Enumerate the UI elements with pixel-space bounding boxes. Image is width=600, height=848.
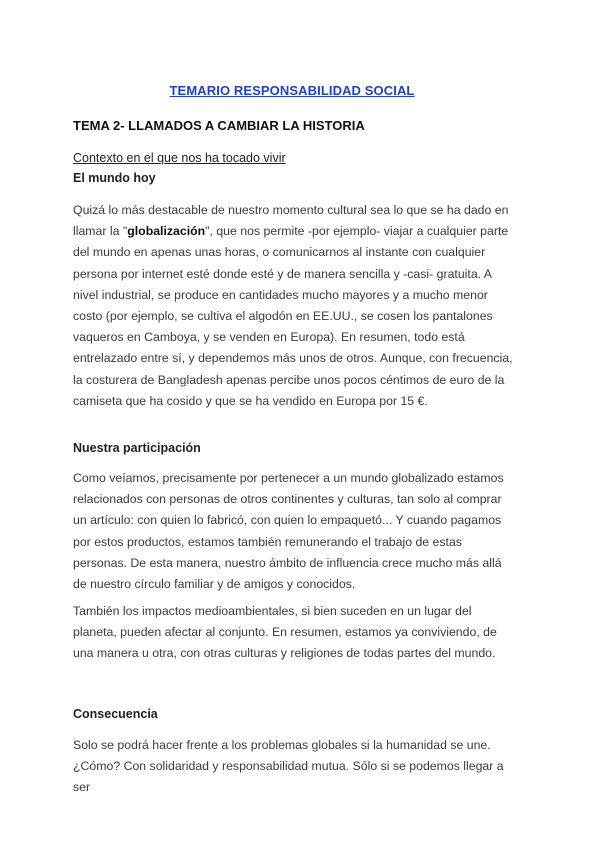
heading-consecuencia: Consecuencia [73, 707, 158, 721]
paragraph-participacion-2: También los impactos medioambientales, si bien suceden en un lugar del planeta, pueden afectar al conjunto. En resumen, estamos ya conviviendo, de una manera u otra, con otras culturas y religiones de todas partes del mundo. [73, 604, 497, 661]
heading-mundo-hoy: El mundo hoy [73, 171, 156, 185]
paragraph-consecuencia: Solo se podrá hacer frente a los problemas globales si la humanidad se une. ¿Cómo? Con solidaridad y responsabilidad mutua. Sólo si se podemos llegar a ser [73, 738, 504, 795]
tema-heading: TEMA 2- LLAMADOS A CAMBIAR LA HISTORIA [73, 118, 365, 133]
document-title[interactable]: TEMARIO RESPONSABILIDAD SOCIAL [169, 83, 415, 98]
paragraph-mundo-text-b: ", que nos permite -por ejemplo- viajar a cualquier parte del mundo en apenas unas horas, o comunicarnos al instante con cualquier persona por internet esté donde esté y de manera sencilla y -casi- gratuita. A nivel industrial, se produce en cantidades mucho mayores y a mucho menor costo (por ejemplo, se cultiva el algodón en EE.UU., se cosen los pantalones vaqueros en Camboya, y se venden en Europa). En resumen, todo está entrelazado entre sí, y dependemos más unos de otros. Aunque, con frecuencia, la costurera de Bangladesh apenas percibe unos pocos céntimos de euro de la camiseta que ha cosido y que se ha vendido en Europa por 15 €. [73, 224, 513, 408]
paragraph-mundo-hoy [73, 200, 518, 412]
globalizacion-bold-term: globalización [127, 224, 206, 239]
heading-nuestra-participacion: Nuestra participación [73, 441, 201, 455]
paragraph-mundo-text-a: Quizá lo más destacable de nuestro momento cultural sea lo que se ha dado en llamar la " [73, 203, 509, 239]
paragraph-participacion-1: Como veíamos, precisamente por pertenecer a un mundo globalizado estamos relacionados con personas de otros continentes y culturas, tan solo al comprar un artículo: con quien lo fabricó, con quien lo empaquetó... Y cuando pagamos por estos productos, estamos también remunerando el trabajo de estas personas. De esta manera, nuestro ámbito de influencia crece mucho más allá de nuestro círculo familiar y de amigos y conocidos. [73, 471, 504, 592]
context-label: Contexto en el que nos ha tocado vivir [73, 151, 286, 165]
